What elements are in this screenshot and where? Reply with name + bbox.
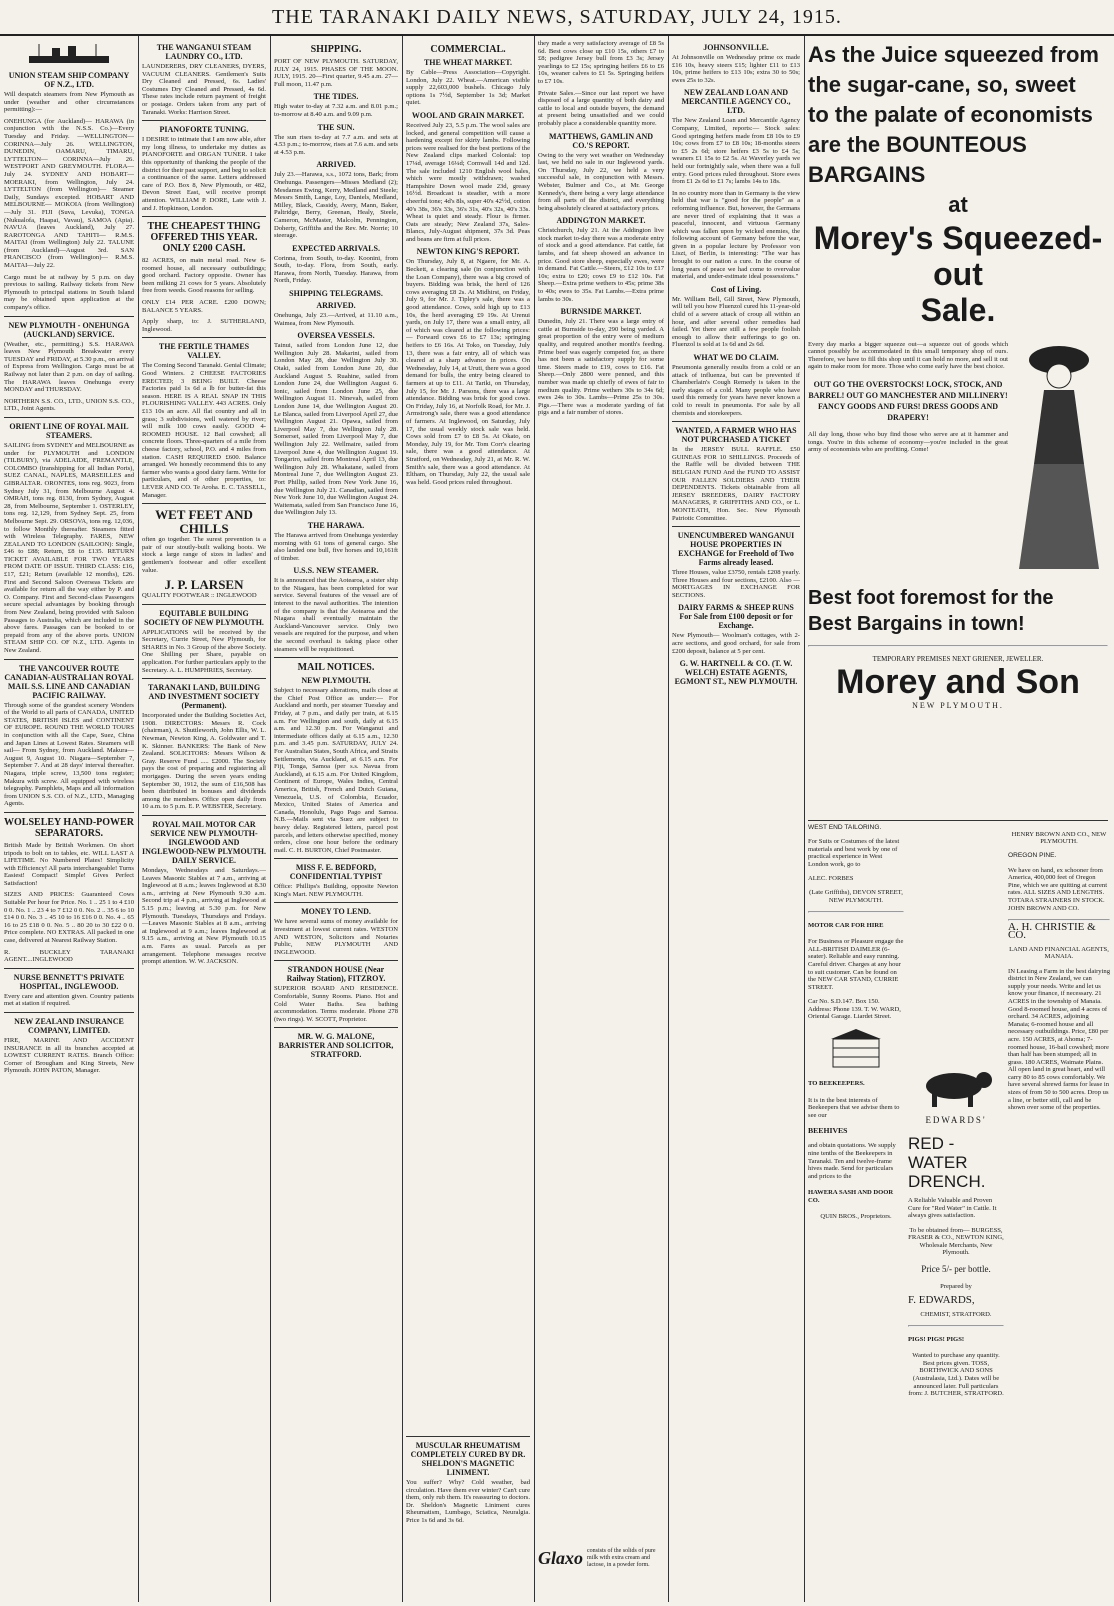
paragraph: EDWARDS' [925,1115,987,1125]
heading: ADDINGTON MARKET. [556,216,646,226]
section-heading: MAIL NOTICES. [297,662,375,674]
wet-feet-heading: WET FEET AND CHILLS [155,507,253,537]
paragraph: R. BUCKLEY TARANAKI AGENT....INGLEWOOD [4,948,134,964]
divider [4,812,134,813]
divider [142,815,266,816]
paragraph: (Late Griffiths), DEVON STREET, NEW PLYMOUTH. [809,889,903,904]
column-6 [672,40,800,1600]
morey-line: at [948,192,968,217]
paragraph: New Plymouth— Woolman's cottages, with 2-acre sections, and good orchard, for sale from £200 deposit, balance at 5 per cent. [672,632,800,655]
morey-body-row [808,334,1108,579]
divider [406,1436,530,1437]
paragraph: FIRE, MARINE AND ACCIDENT INSURANCE in all its branches accepted at LOWEST CURRENT RATES. Branch Office: Corner of Brougham and King Streets, New Plymouth. JOHN PATON, Manager. [4,1037,134,1075]
divider [274,902,398,903]
heading: UNION STEAM SHIP COMPANY OF N.Z., LTD. [8,71,130,89]
paragraph: For Business or Pleasure engage the ALL-BRITISH DAIMLER (6-seater). Reliable and easy running. Careful driver. Charges at any hour to suit customer. Can be found on the NEW CAR STAND, CURRIE STREET. [808,938,904,991]
masthead-title: THE TARANAKI DAILY NEWS, SATURDAY, JULY 24, 1915. [272,5,842,28]
paragraph: Pneumonia generally results from a cold or an attack of influenza, but can be prevented if Chamberlain's Cough Remedy is taken in the early stages of a cold. Many people who have used this remedy for years have never known a cold to result in pneumonia. For sale by all chemists and storekeepers. [672,364,800,417]
paragraph: Received July 23, 5.5 p.m. The wool sales are locked, and general competition will cause a hardening except for skirty lambs. Following prices were realised for the best portions of the New Zealand clips marked Colonial: top 17¼d, average 16¼d; Cornwall 14d and 12d. The sale included 1210 English wool bales, which were mostly withdrawn; washed Hampshire Down wool made 23d, greasy 16½d. Broadcast is steadier, with a more cheerful tone; 4d's 8ls, super 40's 42½d, cotton 40's 38s, 36's 33s, 36's 31s, 40's 32s, 40's 33s. Wheat is quiet and steady. Flour is firmer. Oats are steady; New Zealand 37s, Sales-Blancs, July-August shipment, 37s 3d. Peas and beans are firm at full prices. [406,121,530,243]
heading: OVERSEA VESSELS. [297,331,375,341]
paragraph: Subject to necessary alterations, mails close at the Chief Post Office as under:— For Auckland and north, per steamer Tuesday and Friday, at 7 p.m., and daily per train, at 6.15 a.m. For Wellington and south, daily at 6.15 a.m. and 12.30 p.m. For Wanganui and intermediate offices daily at 6.15 a.m., 12.30 p.m. and 3.45 p.m. SATURDAY, JULY 24. For Australian States, South Africa, and Straits Settlements, via Auckland, at 6.15 a.m. For Fiji, Tonga, Samoa (per s.s. Navua from Auckland), at 6.15 a.m. For United Kingdom, Continent of Europe, Wales Indies, Central America, British, French and Dutch Guiana, Venezuela, U.S. of Colombia, Ecuador, Mexico, United States of America and Canada, Honolulu, Pago Pago and Samoa. N.B.—Mails sent via Suez are subject to heavy delay. Registered letters, parcel post parcels, and letters otherwise specified, money orders, close one hour before the ordinary mail. C. H. BURTON, Chief Postmaster. [274,687,398,854]
divider [274,960,398,961]
liniment-ad [406,1432,530,1529]
morey-title: Sale. [920,292,996,328]
heading: EXPECTED ARRIVALS. [292,243,380,253]
paragraph: The Coming Second Taranaki. Genial Climate; Good Winters. 2 CHEESE FACTORIES ERECTED; 3 BEING BUILT. Cheese Factories paid 1s 6d a lb for butter-fat this season. HERE IS A REAL SNAP IN THIS FLOURISHING VALLEY. 443 ACRES. Only £13 10s an acre. All flat country and all in grass; 3 subdivisions, well watered by river; will milk 100 cows easily. GOOD 4-ROOMED HOUSE. 12 Bail cowshed; all concrete floors. Three-quarters of a mile from cheese factory, school, P.O. and 4 miles from station. CASH REQUIRED £600. Balance arranged. We honestly recommend this to any farmer who wants a good dairy farm. Write for particulars, and of other properties, to: LEVER AND CO. Te Aroha. E. C. TASSELL, Manager. [142,362,266,499]
divider [808,911,904,913]
divider [4,316,134,317]
heading: WHAT WE DO CLAIM. [693,353,779,362]
paragraph: often go together. The surest prevention is a pair of our stoutly-built walking boots. We stock a large range of sizes in ladies' and gentlemen's footwear and offer excellent value. [142,536,266,574]
paragraph: APPLICATIONS will be received by the Secretary, Currie Street, New Plymouth, for SHARES in No. 3 Group of the above Society. One Shilling per Share, payable on application. For further particulars apply to the Secretary. A. L. HUMPHRIES, Secretary. [142,628,266,674]
paragraph: We have on hand, ex schooner from America, 400,000 feet of Oregon Pine, which we are quitting at current rates. ALL SIZES AND LENGTHS. TOTARA STRAINERS IN STOCK. JOHN BROWN AND CO. [1008,866,1108,912]
divider [274,858,398,859]
paragraph: HENRY BROWN AND CO., NEW PLYMOUTH. [1011,830,1107,846]
paragraph: Every day marks a bigger squeeze out—a squeeze out of goods which cannot possibly be accommodated in this small temporary shop of ours. Therefore, we have to fill this shop until it can hold no more, and sell it out again to make room for more. Those who come early have the best choice. [808,340,1008,371]
paragraph: Will despatch steamers from New Plymouth as under (weather and other circumstances permitting):— [4,91,134,114]
heading: ROYAL MAIL MOTOR CAR SERVICE NEW PLYMOUTH-INGLEWOOD AND INGLEWOOD-NEW PLYMOUTH. DAILY SERVICE. [142,819,266,865]
paragraph: Through some of the grandest scenery Wonders of the World to all parts of CANADA, UNITED STATES, BRITISH ISLES and CONTINENT OF EUROPE. ROUND THE WORLD TOURS in conjunction with all the Cape, Suez, China and Japan Lines at Lowest Rates. Steamers will sail— From Sydney, from Auckland. Makura—August 9, August 10. Niagara—September 7, September 7. And at 28 days' interval thereafter. Niagara, triple screw, 13,500 tons register; Makura with screw. All equipped with wireless telegraphy. Pamphlets, Maps and all information from UNION S.S. CO. of N.Z., LTD., Managing Agents. [4,701,134,808]
heading: DRENCH. [908,1171,986,1191]
paragraph: Dunedin, July 21. There was a large entry of cattle at Burnside to-day, 290 being yarded. A great proportion of the entry were of medium quality, and required another month's feeding. Prime beef was eagerly competed for, as there has not been a satisfactory supply for some time. Steers made to £19, cows to £16. Fat Sheep.—Only 2800 were penned, and this number was made up chiefly of ewes of fair to medium quality. Prime wethers 30s to 34s 6d; ewes 24s to 30s. Lambs—Prime 25s to 30s. Pigs.—There was a moderate yarding of fat pigs and a fair number of stores. [538,318,664,417]
paragraph: Office: Phillips's Building, opposite Newton King's Mart. NEW PLYMOUTH. [274,883,398,898]
morey-line: As the Juice squeezed from [808,42,1099,67]
bull-icon [908,1064,1004,1108]
heading: THE HARAWA. [307,520,365,530]
paragraph: Private Sales.—Since our last report we have disposed of a large quantity of both dairy and cattle to local and outside buyers, the demand at present being unsatisfied and we could probably place a considerable quantity more. [538,89,664,127]
paragraph: (Weather, etc., permitting.) S.S. HARAWA leaves New Plymouth Breakwater every TUESDAY and FRIDAY, at 5.30 p.m., on arrival of Express from Wellington. Cargo must be at Railway not later than 2 p.m. on day of sailing. The HARAWA leaves Onehunga every MONDAY and THURSDAY. [4,340,134,394]
column-rule [138,36,139,1602]
section-heading: COMMERCIAL. [430,44,506,55]
morey-advert [808,40,1108,821]
heading: TO BEEKEEPERS. [808,1080,865,1088]
paragraph: I DESIRE to intimate that I am now able, after my long illness, to undertake my duties as PIANOFORTE and ORGAN TUNER. I take this opportunity of thanking the people of the district for their past support, and beg to solicit a continuance of the same. Letters addressed care of P.O. Box 8, New Plymouth, or 482, Devon Street East, will receive prompt attention. WILLIAM P. DORE, Late with J. and J. Hopkinson, London. [142,136,266,212]
paragraph: Wanted to purchase any quantity. Best prices given. TOSS, BORTHWICK AND SONS (Australasia, Ltd.). Dates will be announced later. Full particulars from: J. BUTCHER, STRATFORD. [908,1352,1004,1398]
divider [142,120,266,121]
heading: ALEC. FORBES [808,875,854,883]
heading: OREGON PINE. [1008,852,1057,860]
heading: THE FERTILE THAMES VALLEY. [158,342,250,361]
divider [4,968,134,969]
heading: MISS F. E. BEDFORD, CONFIDENTIAL TYPIST [289,863,383,882]
paragraph: Prepared by [940,1282,972,1290]
heading: WANTED, A FARMER WHO HAS NOT PURCHASED A TICKET [675,426,797,445]
heading: MONEY TO LEND. [301,907,371,917]
heading: NEW ZEALAND LOAN AND MERCANTILE AGENCY CO., LTD. [681,88,791,116]
heading: EQUITABLE BUILDING SOCIETY OF NEW PLYMOUTH. [144,608,264,627]
morey-title: Morey's Squeezed-out [813,220,1103,292]
paragraph: LAUNDERERS, DRY CLEANERS, DYERS, VACUUM CLEANERS. Gentlemen's Suits Dry Cleaned and Pressed, 6s. Ladies' Costumes Dry Cleaned and Pressed, 4s 6d. These rates include return payment of freight or postage. Orders taken from any part of Taranaki. Works: Harrison Street. [142,63,266,116]
paragraph: Mr. William Bell, Gill Street, New Plymouth, will tell you how Fluenzol cured his 11-year-old child of a severe attack of croup all within an hour, and after several other remedies had failed. Yet there are still a few people foolish enough to allow their sufferings to go on. Fluenzol is sold at 1s 6d and 2s 6d. [672,295,800,349]
heading: Cost of Living. [710,284,762,294]
heading: STRANDON HOUSE (Near Railway Station), FITZROY. [286,965,386,984]
section-heading: SHIPPING. [310,44,362,55]
paragraph: and obtain quotations. We supply nine tenths of the Beekeepers in Taranaki. Ten and twelve-frame hives made. Send for particulars and prices to the [808,1142,896,1180]
heading: PIGS! PIGS! PIGS! [908,1335,965,1343]
paragraph: Onehunga, July 23.—Arrived, at 11.10 a.m., Waimea, from New Plymouth. [274,312,398,327]
morey-line: to the palate of economists [808,102,1093,127]
heading: G. W. HARTNELL & CO. (T. W. WELCH) ESTATE AGENTS, EGMONT ST., NEW PLYMOUTH. [674,659,798,687]
heading: WOOL AND GRAIN MARKET. [411,110,525,120]
heading: F. EDWARDS, [908,1293,975,1306]
paragraph: QUIN BROS., Proprietors. [820,1213,892,1220]
glaxo-ad [538,1548,664,1569]
morey-line: Best Bargains in town! [808,613,1025,635]
heading: DAIRY FARMS & SHEEP RUNS For Sale from £100 deposit or for Exchange. [678,603,794,631]
column-5 [538,40,664,1600]
paragraph: Cargo must be at railway by 5 p.m. on day previous to sailing. Railway tickets from New Plymouth to principal stations in South Island may be obtained upon application at the company's office. [4,273,134,312]
heading: UNENCUMBERED WANGANUI HOUSE PROPERTIES IN EXCHANGE for Freehold of Two Farms already leased. [677,531,795,568]
column-rule [534,36,535,1602]
heading: PIANOFORTE TUNING. [159,125,249,135]
paragraph: LAND AND FINANCIAL AGENTS, MANAIA. [1009,945,1109,961]
paragraph: SUPERIOR BOARD AND RESIDENCE. Comfortable, Sunny Rooms. Piano. Hot and Cold Water Baths. Sea bathing accommodation. Terms moderate. Phone 278 (two rings). W. SCOTT, Proprietor. [274,985,398,1023]
timber-column [1008,824,1110,1602]
paragraph: You suffer? Why? Cold weather, bad circulation. Have them ever winter? Can't cure them, only rub them. It's reassuring to doctors. Dr. Sheldon's Magnetic Liniment cures Rheumatism, Lumbago, Sciatica, Neuralgia. Price 1s 6d and 3s 6d. [406,1479,530,1524]
larsen-heading: J. P. LARSEN [164,577,244,593]
paragraph: Car No. S.D.147. Box 150. Address: Phone 139. T. W. WARD, Oriental Garage. Liardet Street. [808,998,901,1021]
woman-figure-icon [1014,334,1104,579]
paragraph: ONEHUNGA (for Auckland)— HARAWA (in conjunction with the N.S.S. Co.)—Every Tuesday and Friday. —WELLINGTON— CORINNA—July 26. WELLINGTON, DUNEDIN, OAMARU, TIMARU, LYTTELTON— CORINNA—July 26. WESTPORT AND GREYMOUTH. FLORA—July 24. SYDNEY AND HOBART— MOERAKI, from Wellington, July 24. LYTTELTON (from Wellington)— Steamer Daily, Sundays excepted. HOBART AND MELBOURNE— MOKOIA (from Wellington)—July 31. FIJI (Suva, Levuka), TONGA (Nukualofa, Haapai, Vavau), SAMOA (Apia). NAVUA (leaves Auckland), July 27. RAROTONGA AND TAHITI— R.M.S. MAITAI (from Wellington) July 22. TALUNE (from Auckland)—August 3rd. SAN FRANCISCO (from Wellington)— R.M.S. MAITAI—July 22. [4,117,134,270]
heading: WOLSELEY HAND-POWER SEPARATORS. [4,816,134,839]
tailoring-column [808,824,904,1602]
paragraph: A Reliable Valuable and Proven Cure for "Red Water" in Cattle. It always gives satisfaction. [908,1197,997,1220]
paragraph: Mondays, Wednesdays and Saturdays.—Leaves Masonic Stables at 7 a.m., arriving at Inglewood at 8 a.m.; leaves Inglewood at 8.30 a.m., arriving at New Plymouth 9.30 a.m. Second trip at 4 p.m., arriving at Inglewood at 5.15 p.m.; leaving at 5.30 p.m. for New Plymouth. Tuesdays, Thursdays and Fridays.—Leaves Masonic Stables at 8 a.m., arriving at Inglewood at 9 a.m.; leaves Inglewood at 9.15 a.m., arriving at New Plymouth 10.15 a.m. Fares as usual. Parcels as per arrangement. Telephone messages receive prompt attention. W. W. JACKSON. [142,866,266,966]
column-rule [270,36,271,1602]
divider [142,216,266,217]
column-rule [402,36,403,1602]
paragraph: they made a very satisfactory average of £8 5s 6d. Best cows close up £10 15s, others £7 to £8; pedigree Jersey bull from £3 3s; Jersey yearlings to £2 15s; springing heifers £6 to £6 10s, weaner calves to £1 5s. Springing heifers to £7 10s. [538,40,664,85]
heading: HAWERA SASH AND DOOR CO. [808,1189,894,1204]
column-1 [4,40,134,1600]
heading: BEEHIVES [808,1126,848,1135]
heading: ORIENT LINE OF ROYAL MAIL STEAMERS. [9,421,129,440]
column-2 [142,40,266,1600]
divider [4,659,134,660]
heading: THE TIDES. [313,92,359,102]
divider [908,1325,1004,1327]
paragraph: By Cable—Press Association—Copyright. London, July 22. Wheat.—American visible supply 22,603,000 bushels. Chicago July options 1s 7½d, September 1s 3d; Market quiet. [406,69,530,107]
heading: MATTHEWS, GAMLIN AND CO.'S REPORT. [548,131,654,150]
heading: MOTOR CAR FOR HIRE [808,921,884,929]
heading: MR. W. G. MALONE, BARRISTER AND SOLICITOR, STRATFORD. [278,1032,394,1060]
paragraph: We have several sums of money available for investment at lowest current rates. WESTON AND WESTON, Solicitors and Notaries Public, NEW PLYMOUTH AND INGLEWOOD. [274,918,398,956]
divider [4,417,134,418]
paragraph: At Johnsonville on Wednesday prime ox made £16 10s, heavy steers £15; lighter £11 to £13 10s, prime heifers to £13 10s; extra 30 to 50s; ewes 25s to 32s. [672,54,800,84]
paragraph: In no country more than in Germany is the view held that war is "good for the people" as a reforming influence. But, however, the Germans are never tired of explaining that it was a peaceful, innocent, and virtuous Germany which was fallen upon by wicked enemies, the following account of Germany before the war, given in a popular lecture by Professor von Liszt, of Berlin, is interesting: "The war has brought to our nation a cure. In the course of long years of peace we had come to overvalue material, and under-estimate ideal possessions." [672,189,800,281]
paragraph: The New Zealand Loan and Mercantile Agency Company, Limited, reports:— Stock sales: Good springing heifers made from £8 10s to £9 10s; cows from £7 to £8 10s; 18-months steers to £5 2s 6d; store heifers £3 5s to £4 5s; weaners £1 15s to £2 5s. At Waverley yards we held our fortnightly sale, when there was a full entry. Good prices ruled throughout. Store ewes from £1 2s 6d to £1 7s; lambs 14s to 18s. [672,117,800,186]
heading: NEW PLYMOUTH - ONEHUNGA (AUCKLAND) SERVICE. [8,320,130,339]
heading: RED - WATER [908,1133,968,1172]
paragraph: July 23.—Harawa, s.s., 1072 tons, Bark; from Onehunga. Passengers—Misses Medland (2); Mesdames Ewing, Kerry, Medland and Steele; Messrs Smith, Lange, Loy, Daniels, Medland, Milley, Black, Cassidy, Avery, Mann, Baker, Paltridge, Berry, Greenan, Healy, Steele, Cameron, McMaster, Malcolm, Pennington, Doherty, Griffiths and the Rev. Mr. Norrie; 10 steerage. [274,171,398,240]
paragraph: NORTHERN S.S. CO., LTD., UNION S.S. CO., LTD., Joint Agents. [4,397,134,413]
paragraph: All day long, those who buy find those who serve are at it hammer and tongs. You're in this scheme of economy—you're included in the great army of economists who are profiting. Come! [808,430,1008,454]
paragraph: IN Leasing a Farm in the best dairying district in New Zealand, we can supply your needs. Write and let us know your finance, if necessary. 21 ACRES in the township of Manaia. Good 8-roomed house, and 4 acres of orchard. 34 ACRES, adjoining Manaia; 6-roomed house and all necessary outbuildings. Price, £80 per acre. 150 ACRES, at Ahoma; 7-roomed house, 16-bail cowshed; more than half has been stumped; all in grass. 180 ACRES, Waimate Plains. All open land in great heart, and will carry 80 to 85 cows comfortably. We have several shrewd farms for lease in sizes of from 50 to 500 acres. Drop us a line, or better still, call and be shown over some of the properties. [1008,967,1110,1112]
paragraph: 82 ACRES, on main metal road. New 6-roomed house, all necessary outbuildings; good orchard. Factory opposite. Owner has been milking 21 cows for 5 years. Absolutely free from weeds. Good reasons for selling. [142,257,266,295]
paragraph: Tainui, sailed from London June 12, due Wellington July 28. Makarini, sailed from London May 28, due Wellington July 30. Otaki, sailed from London June 20, due Auckland August 5. Ruahine, sailed from London June 24, due Wellington August 6. Ionic, sailed from London June 25, due Wellington August 11. Ninevah, sailed from London June 14, due Wellington August 20. Le Blanca, sailed from Liverpool April 27, due Wellington August 21. Opawa, sailed from Liverpool May 7, due Wellington July 28. Somerset, sailed from Liverpool May 7, due Wellington July 22. Wellmaire, sailed from Liverpool June 4, due Wellington August 19. Tongariro, sailed from Montreal April 13, due Wellington July 28. Whakatane, sailed from Montreal June 7, due Wellington August 23. Port Phillip, sailed from New York June 16, due Wellington July 21. Canadian, sailed from New York June 10, due Wellington August 24. Waitemata, sailed from San Francisco June 16, due Wellington July 13. [274,342,398,517]
paragraph: The sun rises to-day at 7.7 a.m. and sets at 4.53 p.m.; to-morrow, rises at 7.6 a.m. and sets at 4.53 p.m. [274,133,398,156]
heading: NEW ZEALAND INSURANCE COMPANY, LIMITED. [14,1017,124,1035]
divider [274,657,398,658]
paragraph: It is announced that the Aotearoa, a sister ship to the Niagara, has been completed for war service. Several features of the vessel are of interest to the naval authorities. The intention of the company is that the Aotearoa and the Niagara shall eventually maintain the Auckland-Vancouver service. Only two vessels are required for the purpose, and when the second overhaul is taking place other steamers will be requisitioned. [274,577,398,653]
heading: WEST END TAILORING. [808,824,882,831]
paragraph: On Thursday, July 8, at Ngaere, for Mr. A. Beckett, a clearing sale (in conjunction with the Loan Company), there was a big crowd of buyers. Bidding was brisk, the herd of 126 cows averaging £8 2s. At Midhirst, on Friday, July 9, for Mr. J. Tipley's sale, there was a good attendance. Cows, sold high up to £13 10s, the herd averaging £9 19s. At Urenui yards, on July 17, there was a small entry, all of which was cleared at the following prices:— Forward cows £6 to £7 13s; springing heifers to £6 16s. At Toko, on Tuesday, July 13, there was a fair entry, all of which was cleared at a sharp advance in prices. On Wednesday, July 14, at Uruti, there was a good demand for bulls, the entry being cleared to farmers at up to £11. At Tariki, on Thursday, July 15, for Mr. J. Parsons, there was a large attendance. Bidding was brisk for good cows. On Friday, July 16, at Norfolk Road, for Mr. J. Armstrong's sale, there was a good attendance of farmers. At Inglewood, on Saturday, July 17, the usual weekly stock sale was held. Cows sold from £7 to £8 5s. At Okato, on Monday, July 19, for Mr. Tom Corr's clearing sale, there was a good attendance. At Stratford, on Wednesday, July 21, at Mr. R. W. Smith's sale, there was a good attendance. At Eltham, on Thursday, July 22, the usual sale was held. Good prices ruled throughout. [406,258,530,486]
divider [808,645,1108,647]
heading: NEW PLYMOUTH. [301,676,371,686]
paragraph: QUALITY FOOTWEAR :: INGLEWOOD [142,592,257,600]
heading: NEWTON KING'S REPORT. [416,247,520,257]
steamship-icon [4,42,134,68]
heading: ARRIVED. [316,160,356,170]
divider [672,526,800,527]
morey-line: the sugar-cane, so, sweet [808,72,1076,97]
paragraph: Price 5/- per bottle. [921,1263,991,1274]
glaxo-logo: Glaxo [538,1547,583,1568]
paragraph: SAILING from SYDNEY and MELBOURNE as under for PLYMOUTH and LONDON (TILBURY), via ADELAIDE, FREMANTLE, COLOMBO (transhipping for all Indian Ports), SUEZ CANAL, NAPLES, MARSEILLES and GIBRALTAR. ORONTES, tons reg. 9023, from Sydney July 31, from Melbourne August 4. OMRAH, tons reg. 8130, from Sydney, August 28, from Melbourne, September 1. OSTERLEY, tons reg. 12,129, from Sydney Sept. 25, from Melbourne Sept. 29. ORSOVA, tons reg. 12,036, to follow Monthly thereafter. Steamers fitted with Wireless Telegraphy. FARES, NEW ZEALAND TO LONDON (SAILOON): Single, £46 to £88; Return, £8 to £135. RETURN TICKET AVAILABLE FOR TWO YEARS FROM DATE OF ISSUE. THIRD CLASS: £16, £17, £21; Return (available 12 months), £26. First and Second Saloon Overseas Tickets are available for return all the way either by P. and O. Company. First and Second-class Passengers secure special advantages by booking through from New Zealand, being provided with Saloon Passages to Australia, which are included in the above fares. Passages can be booked to or prepaid from any of the above ports. UNION STEAM SHIP CO. OF N.Z., LTD. Agents in New Zealand. [4,441,134,654]
heading: THE SUN. [317,122,355,132]
heading: THE WANGANUI STEAM LAUNDRY CO., LTD. [156,43,252,61]
column-rule [804,36,805,1602]
beehive-icon [808,1027,904,1071]
paragraph: British Made by British Workmen. On short tripods to bolt on to tables, etc. WILL LAST A LIFETIME. No Numbered Plates! Simplicity with Efficiency! All parts interchangeable! Turns Easiest! Compact! Simple! Gives Perfect Satisfaction! [4,841,134,887]
divider [142,604,266,605]
morey-town: NEW PLYMOUTH. [912,701,1004,710]
heading: THE VANCOUVER ROUTE CANADIAN-AUSTRALIAN ROYAL MAIL S.S. LINE AND CANADIAN PACIFIC RAILWAY. [4,663,134,700]
heading: THE CHEAPEST THING OFFERED THIS YEAR. ONLY £200 CASH. [147,221,261,255]
column-rule [668,36,669,1602]
divider [142,337,266,338]
column-3 [274,40,398,1600]
paragraph: consists of the solids of pure milk with extra cream and lactose, in a powder form. [587,1548,656,1568]
paragraph: Corinna, from South, to-day. Koonini, from South, to-day. Flora, from South, early. Harawa, from North, Tuesday. Harawa, from North, Friday. [274,254,398,285]
morey-body [808,334,1008,579]
paragraph: SIZES AND PRICES: Guaranteed Cows Suitable Per hour for Price. No. 1 .. 25 1 to 4 £10 0 0. No. 1 .. 23 4 to 7 £12 0 0. No. 2 .. 35 6 to 10 £14 0 0. No. 3 .. 45 10 to 16 £16 0 0. No. 4 .. 65 16 to 25 £18 0 0. No. 5 .. 80 20 to 30 £22 0 0. Price complete. NO EXTRAS. All packed in one case, delivered at Nearest Railway Station. [4,891,134,945]
heading: NURSE BENNETT'S PRIVATE HOSPITAL, INGLEWOOD. [13,972,125,991]
paragraph: CHEMIST, STRATFORD. [920,1310,992,1318]
heading: SHIPPING TELEGRAMS. [289,289,383,299]
paragraph: PORT OF NEW PLYMOUTH. SATURDAY, JULY 24, 1915. PHASES OF THE MOON. JULY, 1915. 20—First quarter, 9.45 a.m. 27—Full moon, 11.47 p.m. [274,58,398,88]
column-4 [406,40,530,1600]
masthead [0,0,1114,36]
heading: ARRIVED. [316,301,356,311]
divider [142,678,266,679]
heading: MUSCULAR RHEUMATISM COMPLETELY CURED BY DR. SHELDON'S MAGNETIC LINIMENT. [410,1441,526,1477]
morey-name: Morey and Son [836,663,1080,701]
paragraph: It is in the best interests of Beekeepers that we advise them to see our [808,1096,900,1119]
paragraph: Owing to the very wet weather on Wednesday last, we held no sale in our Inglewood yards. On Thursday, July 22, we held a very successful sale, in conjunction with Messrs. Webster, Bulmer and Co., at Mr. George Kennedy's, there being a very large attendance from all parts of the district, and everything being absolutely cleared at satisfactory prices. [538,151,664,212]
heading: JOHNSONVILLE. [703,43,769,52]
paragraph: Incorporated under the Building Societies Act, 1908. DIRECTORS: Messrs R. Cock (chairman), A. Shuttleworth, John Ellis, W. L. Newman, Newton King, A. Goldwater and T. K. Skinner. BANKERS: The Bank of New Zealand. SOLICITORS: Messrs Wilson & Gray. Reserve Fund ..... £2000. The Society pays the cost of preparing and registering all mortgages. During the seven years ending September 30, 1912, the sum of £16,508 has been distributed in bonuses and dividends among the members. Office open daily from 10 a.m. to 5 p.m. E. P. WEBSTER, Secretary. [142,712,266,811]
drench-column [908,824,1004,1602]
divider [142,503,266,504]
divider [4,1012,134,1013]
paragraph: High water to-day at 7.32 a.m. and 8.01 p.m.; to-morrow at 8.40 a.m. and 9.09 p.m. [274,103,398,118]
heading: THE WHEAT MARKET. [423,58,513,67]
paragraph: OUT GO THE OVERSTOCKS! LOCK, STOCK, AND BARREL! OUT GO MANCHESTER AND MILLINERY! FANCY GOODS AND FURS! DRESS GOODS AND DRAPERY! [808,379,1008,422]
divider [274,1027,398,1028]
paragraph: Apply sharp, to: J. SUTHERLAND, Inglewood. [142,318,266,333]
paragraph: For Suits or Costumes of the latest materials and best work by one of practical experience in West London work, go to [808,838,900,868]
divider [672,421,800,422]
morey-line: are the BOUNTEOUS BARGAINS [808,132,1027,187]
paragraph: The Harawa arrived from Onehunga yesterday morning with 61 tons of general cargo. She also landed one bull, five horses and 10,161ft of timber. [274,531,398,562]
paragraph: To be obtained from— BURGESS, FRASER & CO., NEWTON KING, Wholesale Merchants, New Plymouth. [908,1226,1004,1257]
paragraph: ONLY £14 PER ACRE. £200 DOWN; BALANCE 5 YEARS. [142,299,266,314]
morey-line: Best foot foremost for the [808,587,1054,609]
heading: U.S.S. NEW STEAMER. [293,566,379,576]
morey-subline: TEMPORARY PREMISES NEXT GRIENER, JEWELLER. [872,655,1044,663]
paragraph: In the JERSEY BULL RAFFLE. £50 GUINEAS FOR 10 SHILLINGS. Proceeds of the Raffle will be divided between THE BELGIAN FUND And the FUND TO ASSIST OUR FALLEN SOLDIERS AND THEIR DEPENDENTS. Tickets obtainable from all JERSEY BREEDERS, DAIRY FACTORY MANAGERS, P. GRIFFITHS AND CO., or L. MONTEATH, Hon. Sec. New Plymouth Patriotic Committee. [672,446,800,522]
heading: BURNSIDE MARKET. [560,307,642,317]
paragraph: Three Houses, value £3750, rentals £208 yearly. Three Houses and four sections, £2100. Also — MORTGAGES IN EXCHANGE FOR SECTIONS. [672,569,800,599]
paragraph: Christchurch, July 21. At the Addington live stock market to-day there was a moderate entry of stock and a good attendance. Fat cattle, fat lambs, and fat sheep showed an advance in price. Good store sheep, especially ewes, were in demand. Fat Cattle.—Steers, £12 10s to £17 10s; extra to £20; cows £9 to £12 10s. Fat Sheep.—Extra prime wethers to 45s; prime 38s to 40s; ewes to 35s. Fat Lambs.—Extra prime lambs to 30s. [538,227,664,303]
paragraph: Every care and attention given. Country patients met at station if required. [4,992,134,1008]
heading: TARANAKI LAND, BUILDING AND INVESTMENT SOCIETY (Permanent). [147,683,261,711]
heading: A. H. CHRISTIE & CO. [1008,921,1096,941]
